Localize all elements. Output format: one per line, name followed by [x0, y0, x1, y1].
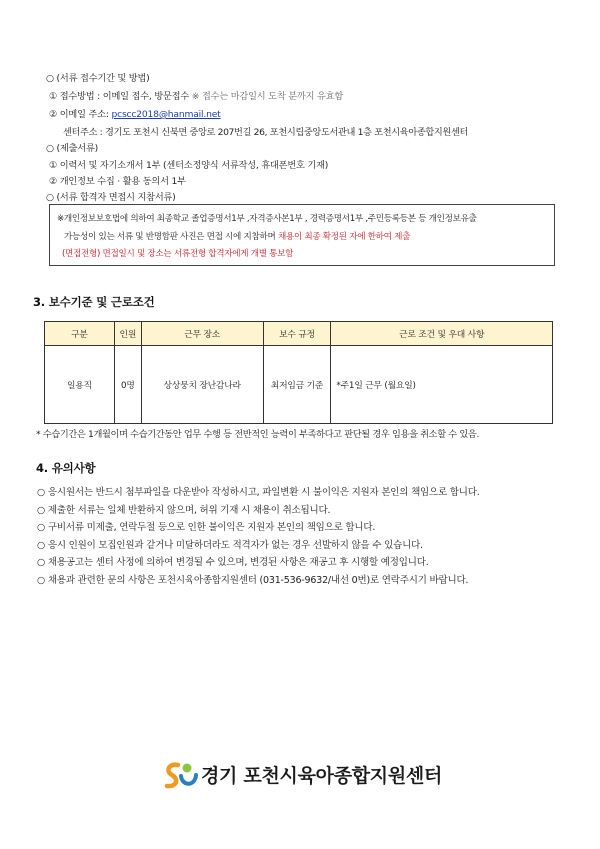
table-header-cell: 구분 [45, 322, 115, 346]
center-address: 센터주소 : 경기도 포천시 신북면 중앙로 207번길 26, 포천시립중앙도서관내 1층 포천시육아종합지원센터 [63, 127, 468, 138]
notice-line-2-red: 채용이 최종 확정된 자에 한하여 제출 [277, 232, 411, 242]
table-header-cell: 보수 규정 [263, 322, 331, 346]
privacy-notice-box [49, 204, 555, 266]
pay-conditions-table [44, 321, 553, 424]
required-docs-heading: ○ (제출서류) [46, 143, 99, 154]
required-doc-2: ② 개인정보 수집 · 활용 동의서 1부 [49, 176, 186, 187]
notice-line-2 [64, 230, 410, 242]
section-3-title: 3. 보수기준 및 근로조건 [33, 295, 155, 309]
email-label: ② 이메일 주소: [49, 109, 112, 120]
notice-line-2-normal: 가능성이 있는 서류 및 반명함판 사진은 면접 시에 지참하며 [64, 232, 278, 242]
required-doc-1: ① 이력서 및 자기소개서 1부 (센터소정양식 서류작성, 휴대폰번호 기재) [49, 160, 329, 171]
notice-item: ○ 채용과 관련한 문의 사항은 포천시육아종합지원센터 (031-536-9632/내선 0번)로 연락주시기 바랍니다. [37, 575, 469, 586]
table-header-cell: 근무 장소 [141, 322, 263, 346]
table-cell: 상상뭉치 장난감나라 [141, 346, 263, 424]
table-cell: 0명 [114, 346, 141, 424]
table-cell: 최저임금 기준 [263, 346, 331, 424]
notice-item: ○ 채용공고는 센터 사정에 의하여 변경될 수 있으며, 변경된 사항은 재공고 후 시행할 예정입니다. [37, 557, 429, 568]
receipt-method-text: ① 접수방법 : 이메일 접수, 방문접수 [49, 91, 190, 102]
probation-footnote: * 수습기간은 1개월이며 수습기간동안 업무 수행 등 전반적인 능력이 부족하다고 판단될 경우 임용을 취소할 수 있음. [36, 429, 480, 440]
email-line [49, 106, 221, 120]
center-logo-icon [163, 759, 201, 791]
table-header-row [45, 322, 553, 346]
notice-item: ○ 제출한 서류는 일체 반환하지 않으며, 허위 기재 시 채용이 취소됩니다. [37, 505, 331, 516]
table-cell: *주1일 근무 (월요일) [331, 346, 553, 424]
notice-line-3: (면접전형) 면접일시 및 장소는 서류전형 합격자에게 개별 통보함 [62, 249, 294, 259]
email-link[interactable]: pcscc2018@hanmail.net [111, 109, 221, 120]
org-name: 경기 포천시육아종합지원센터 [201, 765, 443, 787]
section-4-title: 4. 유의사항 [36, 461, 96, 475]
notice-item: ○ 응시원서는 반드시 첨부파일을 다운받아 작성하시고, 파일변환 시 불이익은 지원자 본인의 책임으로 합니다. [37, 487, 480, 498]
table-row [45, 346, 553, 424]
notice-item: ○ 구비서류 미제출, 연락두절 등으로 인한 불이익은 지원자 본인의 책임으로 합니다. [37, 522, 376, 533]
footer-logo [163, 759, 463, 791]
interview-docs-heading: ○ (서류 합격자 면접시 지참서류) [46, 192, 176, 203]
table-header-cell: 근로 조건 및 우대 사항 [331, 322, 553, 346]
receipt-method-line [49, 88, 343, 102]
notice-line-1: ※개인정보보호법에 의하여 최종학교 졸업증명서1부 ,자격증사본1부 , 경력증명서1부 ,주민등록등본 등 개인정보유출 [57, 214, 477, 224]
notice-item: ○ 응시 인원이 모집인원과 같거나 미달하더라도 적격자가 없는 경우 선발하지 않을 수 있습니다. [37, 540, 423, 551]
table-header-cell: 인원 [114, 322, 141, 346]
table-cell: 일용직 [45, 346, 115, 424]
application-period-heading: ○ (서류 접수기간 및 방법) [46, 73, 150, 84]
receipt-note: ※ 접수는 마감일시 도착 분까지 유효함 [191, 91, 343, 102]
